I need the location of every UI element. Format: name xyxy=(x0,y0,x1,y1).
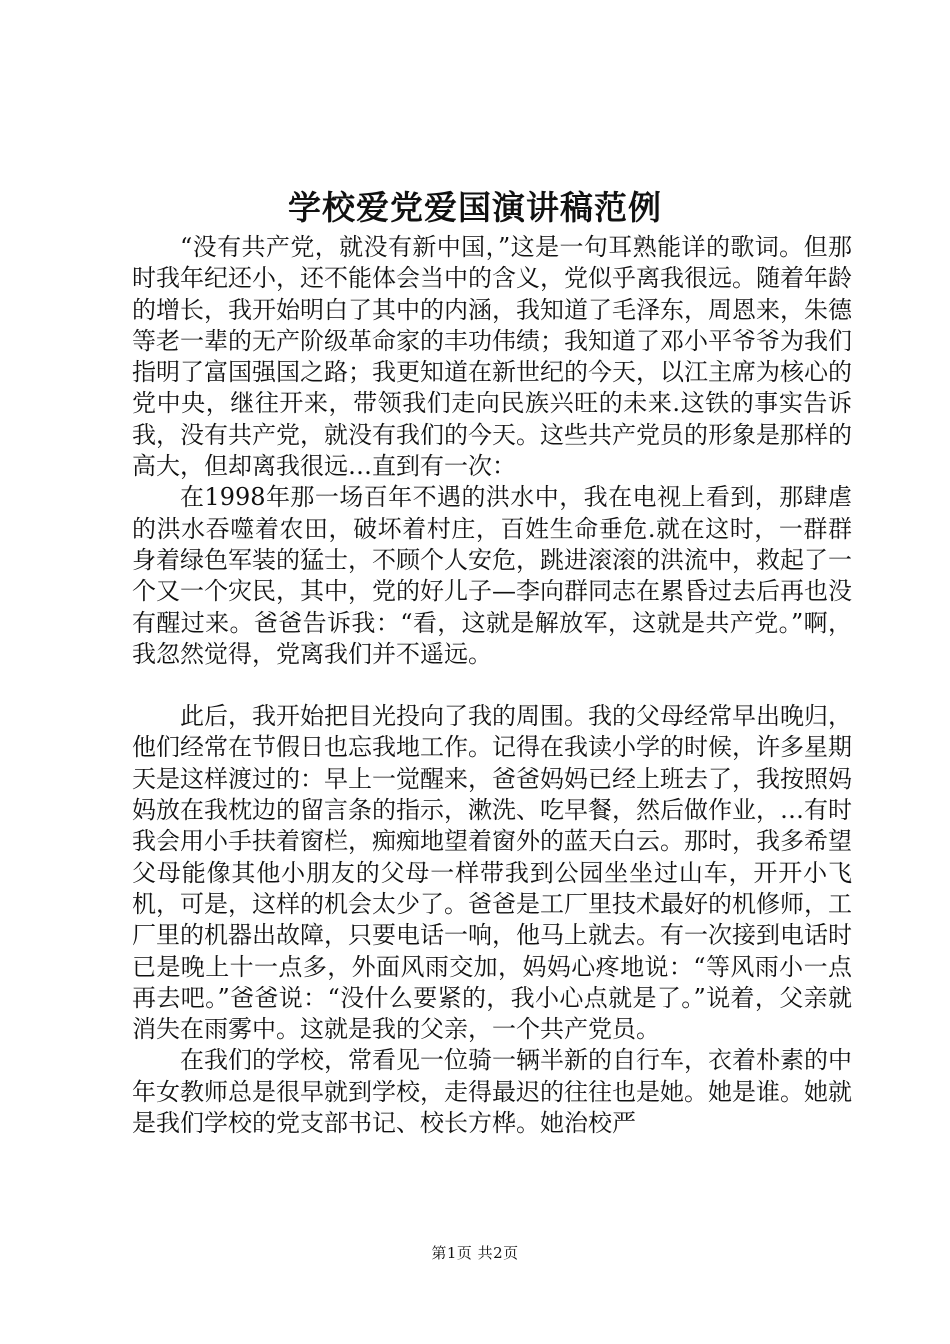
paragraph-1: “没有共产党，就没有新中国，”这是一句耳熟能详的歌词。但那时我年纪还小，还不能体会当中的含义，党似乎离我很远。随着年龄的增长，我开始明白了其中的内涵，我知道了毛泽东，周恩来，朱德等老一辈的无产阶级革命家的丰功伟绩；我知道了邓小平爷爷为我们指明了富国强国之路；我更知道在新世纪的今天，以江主席为核心的党中央，继往开来，带领我们走向民族兴旺的未来.这铁的事实告诉我，没有共产党，就没有我们的今天。这些共产党员的形象是那样的高大，但却离我很远…直到有一次： xyxy=(132,233,852,481)
paragraph-4: 在我们的学校，常看见一位骑一辆半新的自行车，衣着朴素的中年女教师总是很早就到学校，走得最迟的往往也是她。她是谁。她就是我们学校的党支部书记、校长方桦。她治校严 xyxy=(132,1046,852,1138)
page-footer: 第1页 共2页 xyxy=(431,1244,519,1262)
paragraph-3: 此后，我开始把目光投向了我的周围。我的父母经常早出晚归，他们经常在节假日也忘我地工作。记得在我读小学的时候，许多星期天是这样渡过的：早上一觉醒来，爸爸妈妈已经上班去了，我按照妈妈放在我枕边的留言条的指示，漱洗、吃早餐，然后做作业，…有时我会用小手扶着窗栏，痴痴地望着窗外的蓝天白云。那时，我多希望父母能像其他小朋友的父母一样带我到公园坐坐过山车，开开小飞机，可是，这样的机会太少了。爸爸是工厂里技术最好的机修师，工厂里的机器出故障，只要电话一响，他马上就去。有一次接到电话时已是晚上十一点多，外面风雨交加，妈妈心疼地说：“等风雨小一点再去吧。”爸爸说：“没什么要紧的，我小心点就是了。”说着，父亲就消失在雨雾中。这就是我的父亲，一个共产党员。 xyxy=(132,702,852,1044)
document-title: 学校爱党爱国演讲稿范例 xyxy=(288,188,662,227)
paragraph-2: 在1998年那一场百年不遇的洪水中，我在电视上看到，那肆虐的洪水吞噬着农田，破坏着村庄，百姓生命垂危.就在这时，一群群身着绿色军装的猛士，不顾个人安危，跳进滚滚的洪流中，救起了一个又一个灾民，其中，党的好儿子—李向群同志在累昏过去后再也没有醒过来。爸爸告诉我：“看，这就是解放军，这就是共产党。”啊，我忽然觉得，党离我们并不遥远。 xyxy=(132,483,852,668)
document-body xyxy=(132,232,852,1139)
